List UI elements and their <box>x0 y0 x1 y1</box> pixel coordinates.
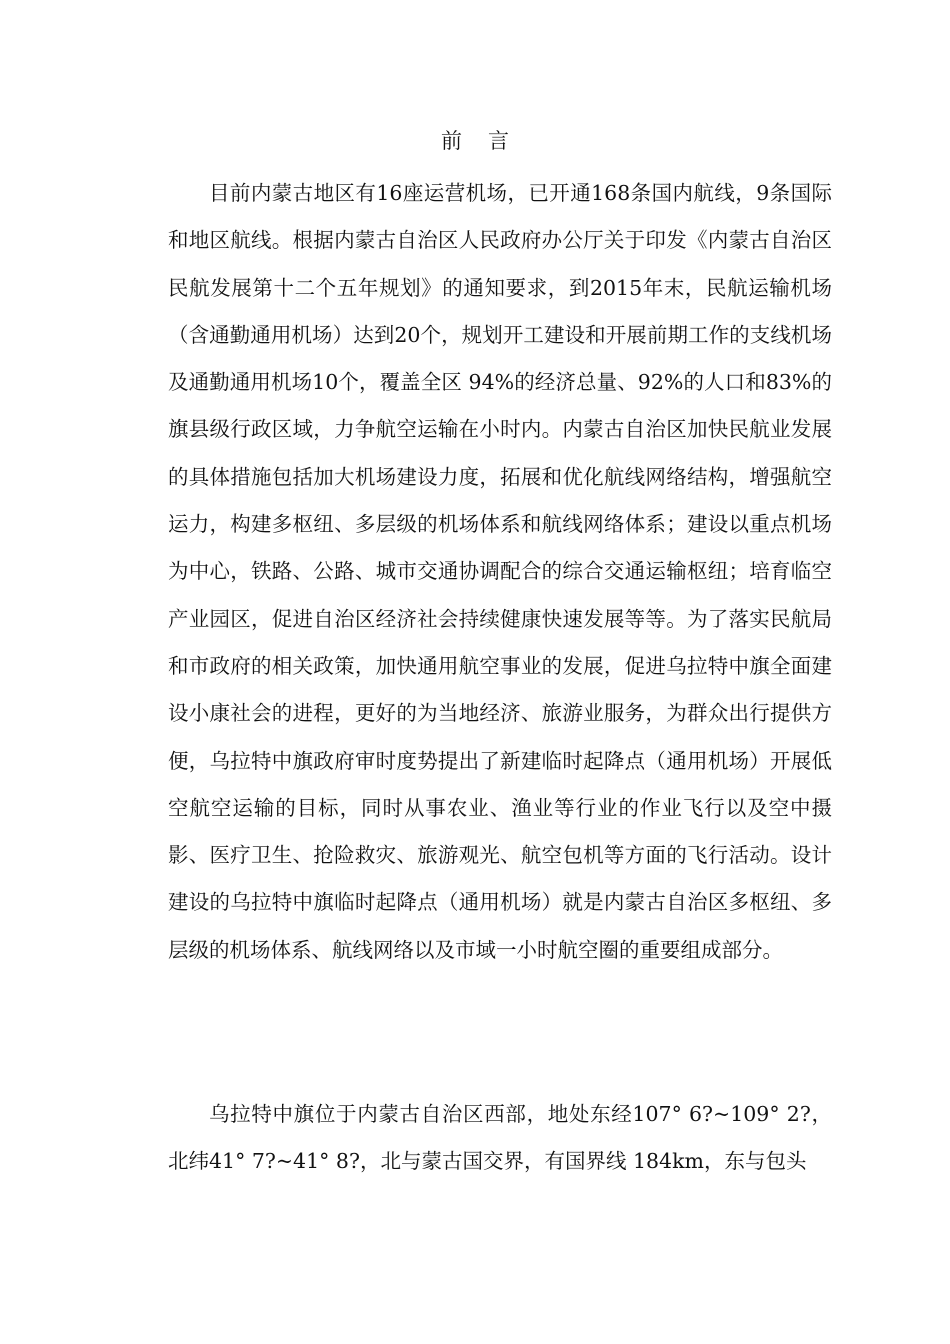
paragraph-intro: 目前内蒙古地区有16座运营机场，已开通168条国内航线，9条国际和地区航线。根据内蒙古自治区人民政府办公厅关于印发《内蒙古自治区民航发展第十二个五年规划》的通知要求，到2015年末，民航运输机场（含通勤通用机场）达到20个，规划开工建设和开展前期工作的支线机场及通勤通用机场10个，覆盖全区 94%的经济总量、92%的人口和83%的旗县级行政区域，力争航空运输在小时内。内蒙古自治区加快民航业发展的具体措施包括加大机场建设力度，拓展和优化航线网络结构，增强航空运力，构建多枢纽、多层级的机场体系和航线网络体系；建设以重点机场为中心，铁路、公路、城市交通协调配合的综合交通运输枢纽；培育临空产业园区，促进自治区经济社会持续健康快速发展等等。为了落实民航局和市政府的相关政策，加快通用航空事业的发展，促进乌拉特中旗全面建设小康社会的进程，更好的为当地经济、旅游业服务，为群众出行提供方便，乌拉特中旗政府审时度势提出了新建临时起降点（通用机场）开展低空航空运输的目标，同时从事农业、渔业等行业的作业飞行以及空中摄影、医疗卫生、抢险救灾、旅游观光、航空包机等方面的飞行活动。设计建设的乌拉特中旗临时起降点（通用机场）就是内蒙古自治区多枢纽、多层级的机场体系、航线网络以及市域一小时航空圈的重要组成部分。 <box>168 181 832 962</box>
document-title: 前言 <box>441 129 535 153</box>
paragraph-location: 乌拉特中旗位于内蒙古自治区西部，地处东经107° 6?~109° 2?，北纬41° 7?~41° 8?，北与蒙古国交界，有国界线 184km，东与包头 <box>168 1102 832 1174</box>
